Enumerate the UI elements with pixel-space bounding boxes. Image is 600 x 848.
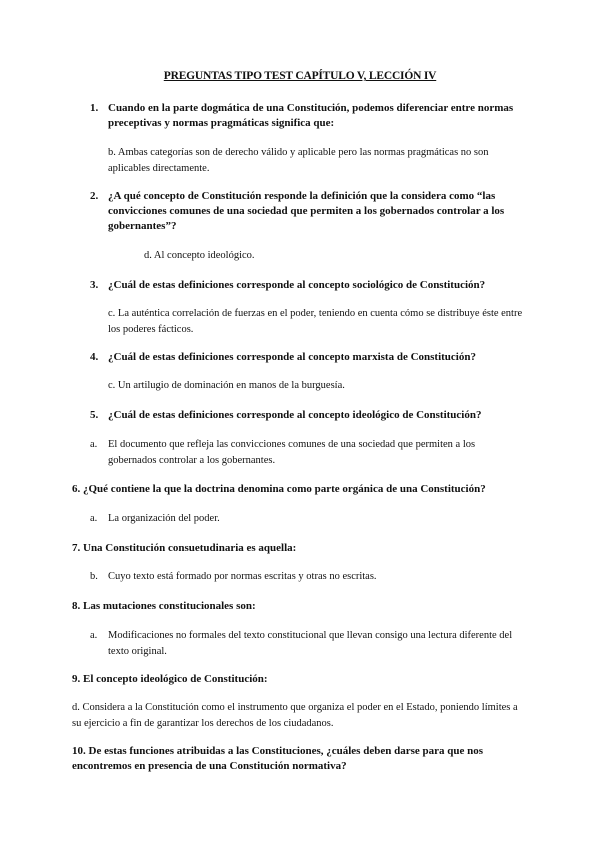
- answer-text: Modificaciones no formales del texto constitucional que llevan consigo una lectura diferente del texto original.: [108, 630, 513, 657]
- answer-text: Cuyo texto está formado por normas escritas y otras no escritas.: [108, 571, 377, 582]
- answer-text: d. Al concepto ideológico.: [144, 250, 255, 261]
- question-number: 3.: [90, 279, 99, 291]
- question-10: [72, 744, 517, 774]
- answer-text: c. La auténtica correlación de fuerzas en el poder, teniendo en cuenta cómo se distribuye éste entre los poderes fácticos.: [108, 308, 523, 335]
- question-text: 9. El concepto ideológico de Constitución:: [72, 673, 268, 685]
- answer-5: [90, 437, 508, 469]
- question-text: ¿A qué concepto de Constitución responde la definición que la considera como “las convicciones comunes de una sociedad que permiten a los gobernados controlar a los gobernantes”?: [108, 190, 505, 232]
- question-3: [90, 278, 520, 293]
- answer-text: c. Un artilugio de dominación en manos de la burguesía.: [108, 380, 345, 391]
- answer-8: [90, 628, 525, 660]
- answer-1: [108, 145, 520, 177]
- page-title: PREGUNTAS TIPO TEST CAPÍTULO V, LECCIÓN IV: [163, 70, 437, 82]
- question-6: [72, 482, 532, 497]
- answer-text: La organización del poder.: [108, 513, 220, 524]
- answer-text: El documento que refleja las convicciones comunes de una sociedad que permiten a los gobernados controlar a los gobernantes.: [108, 439, 476, 466]
- answer-letter: b.: [90, 571, 98, 582]
- answer-letter: a.: [90, 513, 98, 524]
- question-2: [90, 189, 520, 234]
- question-number: 5.: [90, 409, 99, 421]
- question-7: [72, 541, 532, 556]
- answer-text: b. Ambas categorías son de derecho válido y aplicable pero las normas pragmáticas no son aplicables directamente.: [108, 147, 489, 174]
- question-text: ¿Cuál de estas definiciones corresponde al concepto ideológico de Constitución?: [108, 409, 482, 421]
- answer-6: [90, 511, 520, 527]
- answer-3: [108, 306, 528, 338]
- question-text: 8. Las mutaciones constitucionales son:: [72, 600, 256, 612]
- answer-4: [108, 378, 520, 394]
- question-text: 7. Una Constitución consuetudinaria es aquella:: [72, 542, 297, 554]
- answer-2: [144, 248, 520, 264]
- question-text: ¿Cuál de estas definiciones corresponde al concepto sociológico de Constitución?: [108, 279, 486, 291]
- question-text: ¿Cuál de estas definiciones corresponde al concepto marxista de Constitución?: [108, 351, 476, 363]
- question-number: 1.: [90, 102, 99, 114]
- question-5: [90, 408, 520, 423]
- answer-7: [90, 569, 520, 585]
- question-8: [72, 599, 532, 614]
- answer-letter: a.: [90, 630, 98, 641]
- question-text: Cuando en la parte dogmática de una Constitución, podemos diferenciar entre normas preceptivas y normas pragmáticas significa que:: [108, 102, 514, 129]
- question-4: [90, 350, 520, 365]
- question-text: 6. ¿Qué contiene la que la doctrina denomina como parte orgánica de una Constitución?: [72, 483, 486, 495]
- answer-letter: a.: [90, 439, 98, 450]
- question-text: 10. De estas funciones atribuidas a las Constituciones, ¿cuáles deben darse para que nos encontremos en presencia de una Constitución normativa?: [72, 745, 484, 772]
- answer-text: d. Considera a la Constitución como el instrumento que organiza el poder en el Estado, poniendo límites a su ejercicio a fin de garantizar los derechos de los ciudadanos.: [72, 702, 518, 729]
- question-number: 2.: [90, 190, 99, 202]
- question-number: 4.: [90, 351, 99, 363]
- question-9: [72, 672, 532, 687]
- answer-9: [72, 700, 528, 732]
- question-1: [90, 101, 520, 131]
